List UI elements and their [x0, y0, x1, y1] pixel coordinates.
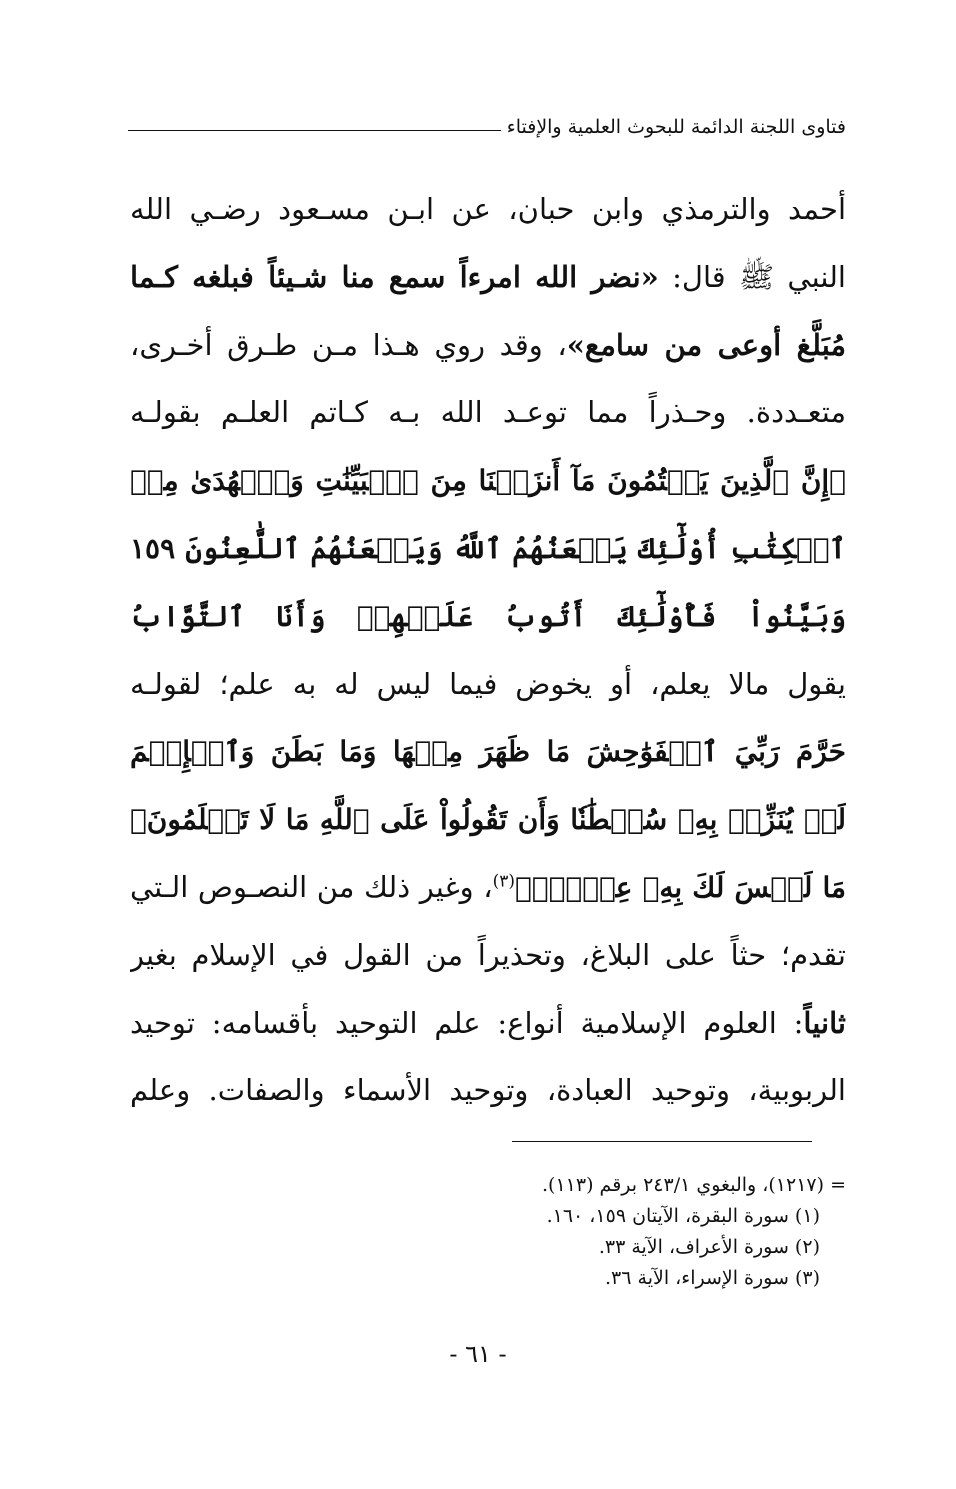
text-segment: تقدم؛ حثاً على البلاغ، وتحذيراً من القول في الإسلام بغير [130, 937, 846, 972]
quran-verse: ﴿إِنَّ ٱلَّذِينَ يَكۡتُمُونَ مَآ أَنزَلۡنَا مِنَ ٱلۡبَيِّنَٰتِ وَٱلۡهُدَىٰ مِنۢ [130, 464, 846, 498]
text-segment: «نضر الله امرءاً سمع منا شـيئاً فبلغه كـما [130, 259, 659, 294]
header-rule [128, 130, 501, 131]
text-line [130, 922, 846, 990]
text-line [130, 379, 846, 447]
running-header [128, 108, 846, 138]
footnotes [300, 1170, 846, 1294]
footnote-3: (٣) سورة الإسراء، الآية ٣٦. [605, 1267, 820, 1289]
text-segment: ، وغير ذلك من النصـوص الـتي [130, 869, 493, 904]
text-line [130, 990, 846, 1058]
header-title: فتاوى اللجنة الدائمة للبحوث العلمية والإفتاء [506, 116, 846, 138]
text-line [130, 1057, 846, 1125]
footnote-ref: (٣) [492, 871, 515, 892]
quran-verse: ٱلۡكِتَٰبِ أُوْلَٰٓئِكَ يَلۡعَنُهُمُ ٱللَّهُ وَيَلۡعَنُهُمُ ٱللَّٰعِنُونَ ١٥٩ [130, 531, 846, 565]
text-segment: أحمد والترمذي وابن حبان، عن ابـن مسـعود رضـي الله [130, 192, 846, 226]
text-segment: : العلوم الإسلامية أنواع: علم التوحيد بأقسامه: توحيد [130, 1005, 804, 1040]
footnote-1: (١) سورة البقرة، الآيتان ١٥٩، ١٦٠. [546, 1205, 820, 1227]
text-line [130, 244, 846, 312]
text-segment: ، وقد روي هـذا مـن طـرق أخـرى، [130, 327, 567, 362]
text-line [130, 447, 846, 515]
quran-verse: لَمۡ يُنَزِّلۡ بِهِۦ سُلۡطَٰنٗا وَأَن تَقُولُواْ عَلَى ٱللَّهِ مَا لَا تَعۡلَمُونَ﴾ [130, 803, 846, 837]
text-line [130, 718, 846, 786]
footnote-continuation: = (١٢١٧)، والبغوي ٢٤٣/١ برقم (١١٣). [542, 1174, 846, 1196]
footnote-separator [512, 1141, 812, 1142]
text-segment: النبي ﷺ قال: [658, 259, 846, 294]
text-line [130, 176, 846, 244]
text-line [130, 786, 846, 854]
quran-verse: مَا لَيۡسَ لَكَ بِهِۦ عِلۡمٌۚ﴾ [514, 870, 846, 904]
main-text [130, 176, 846, 1125]
text-line [130, 583, 846, 651]
text-line [130, 515, 846, 583]
text-segment: مُبَلَّغ أوعى من سامع» [566, 327, 846, 362]
text-line [130, 651, 846, 719]
footnote-2: (٢) سورة الأعراف، الآية ٣٣. [598, 1236, 820, 1258]
text-segment: متعـددة. وحـذراً مما توعـد الله بـه كـاتم العلـم بقولـه [130, 395, 846, 430]
quran-verse: وَبَيَّنُواْ فَأُوْلَٰٓئِكَ أَتُوبُ عَلَيۡهِمۡ وَأَنَا ٱلتَّوَّابُ [130, 599, 846, 633]
text-line [130, 312, 846, 380]
text-line [130, 854, 846, 922]
text-segment: الربوبية، وتوحيد العبادة، وتوحيد الأسماء والصفات. وعلم [130, 1073, 846, 1108]
text-segment: يقول مالا يعلم، أو يخوض فيما ليس له به علم؛ لقولـه [130, 666, 846, 701]
page-number: - ٦١ - [449, 1340, 507, 1368]
quran-verse: حَرَّمَ رَبِّيَ ٱلۡفَوَٰحِشَ مَا ظَهَرَ مِنۡهَا وَمَا بَطَنَ وَٱلۡإِثۡمَ [130, 735, 846, 769]
text-segment: ثانياً [803, 1005, 846, 1040]
